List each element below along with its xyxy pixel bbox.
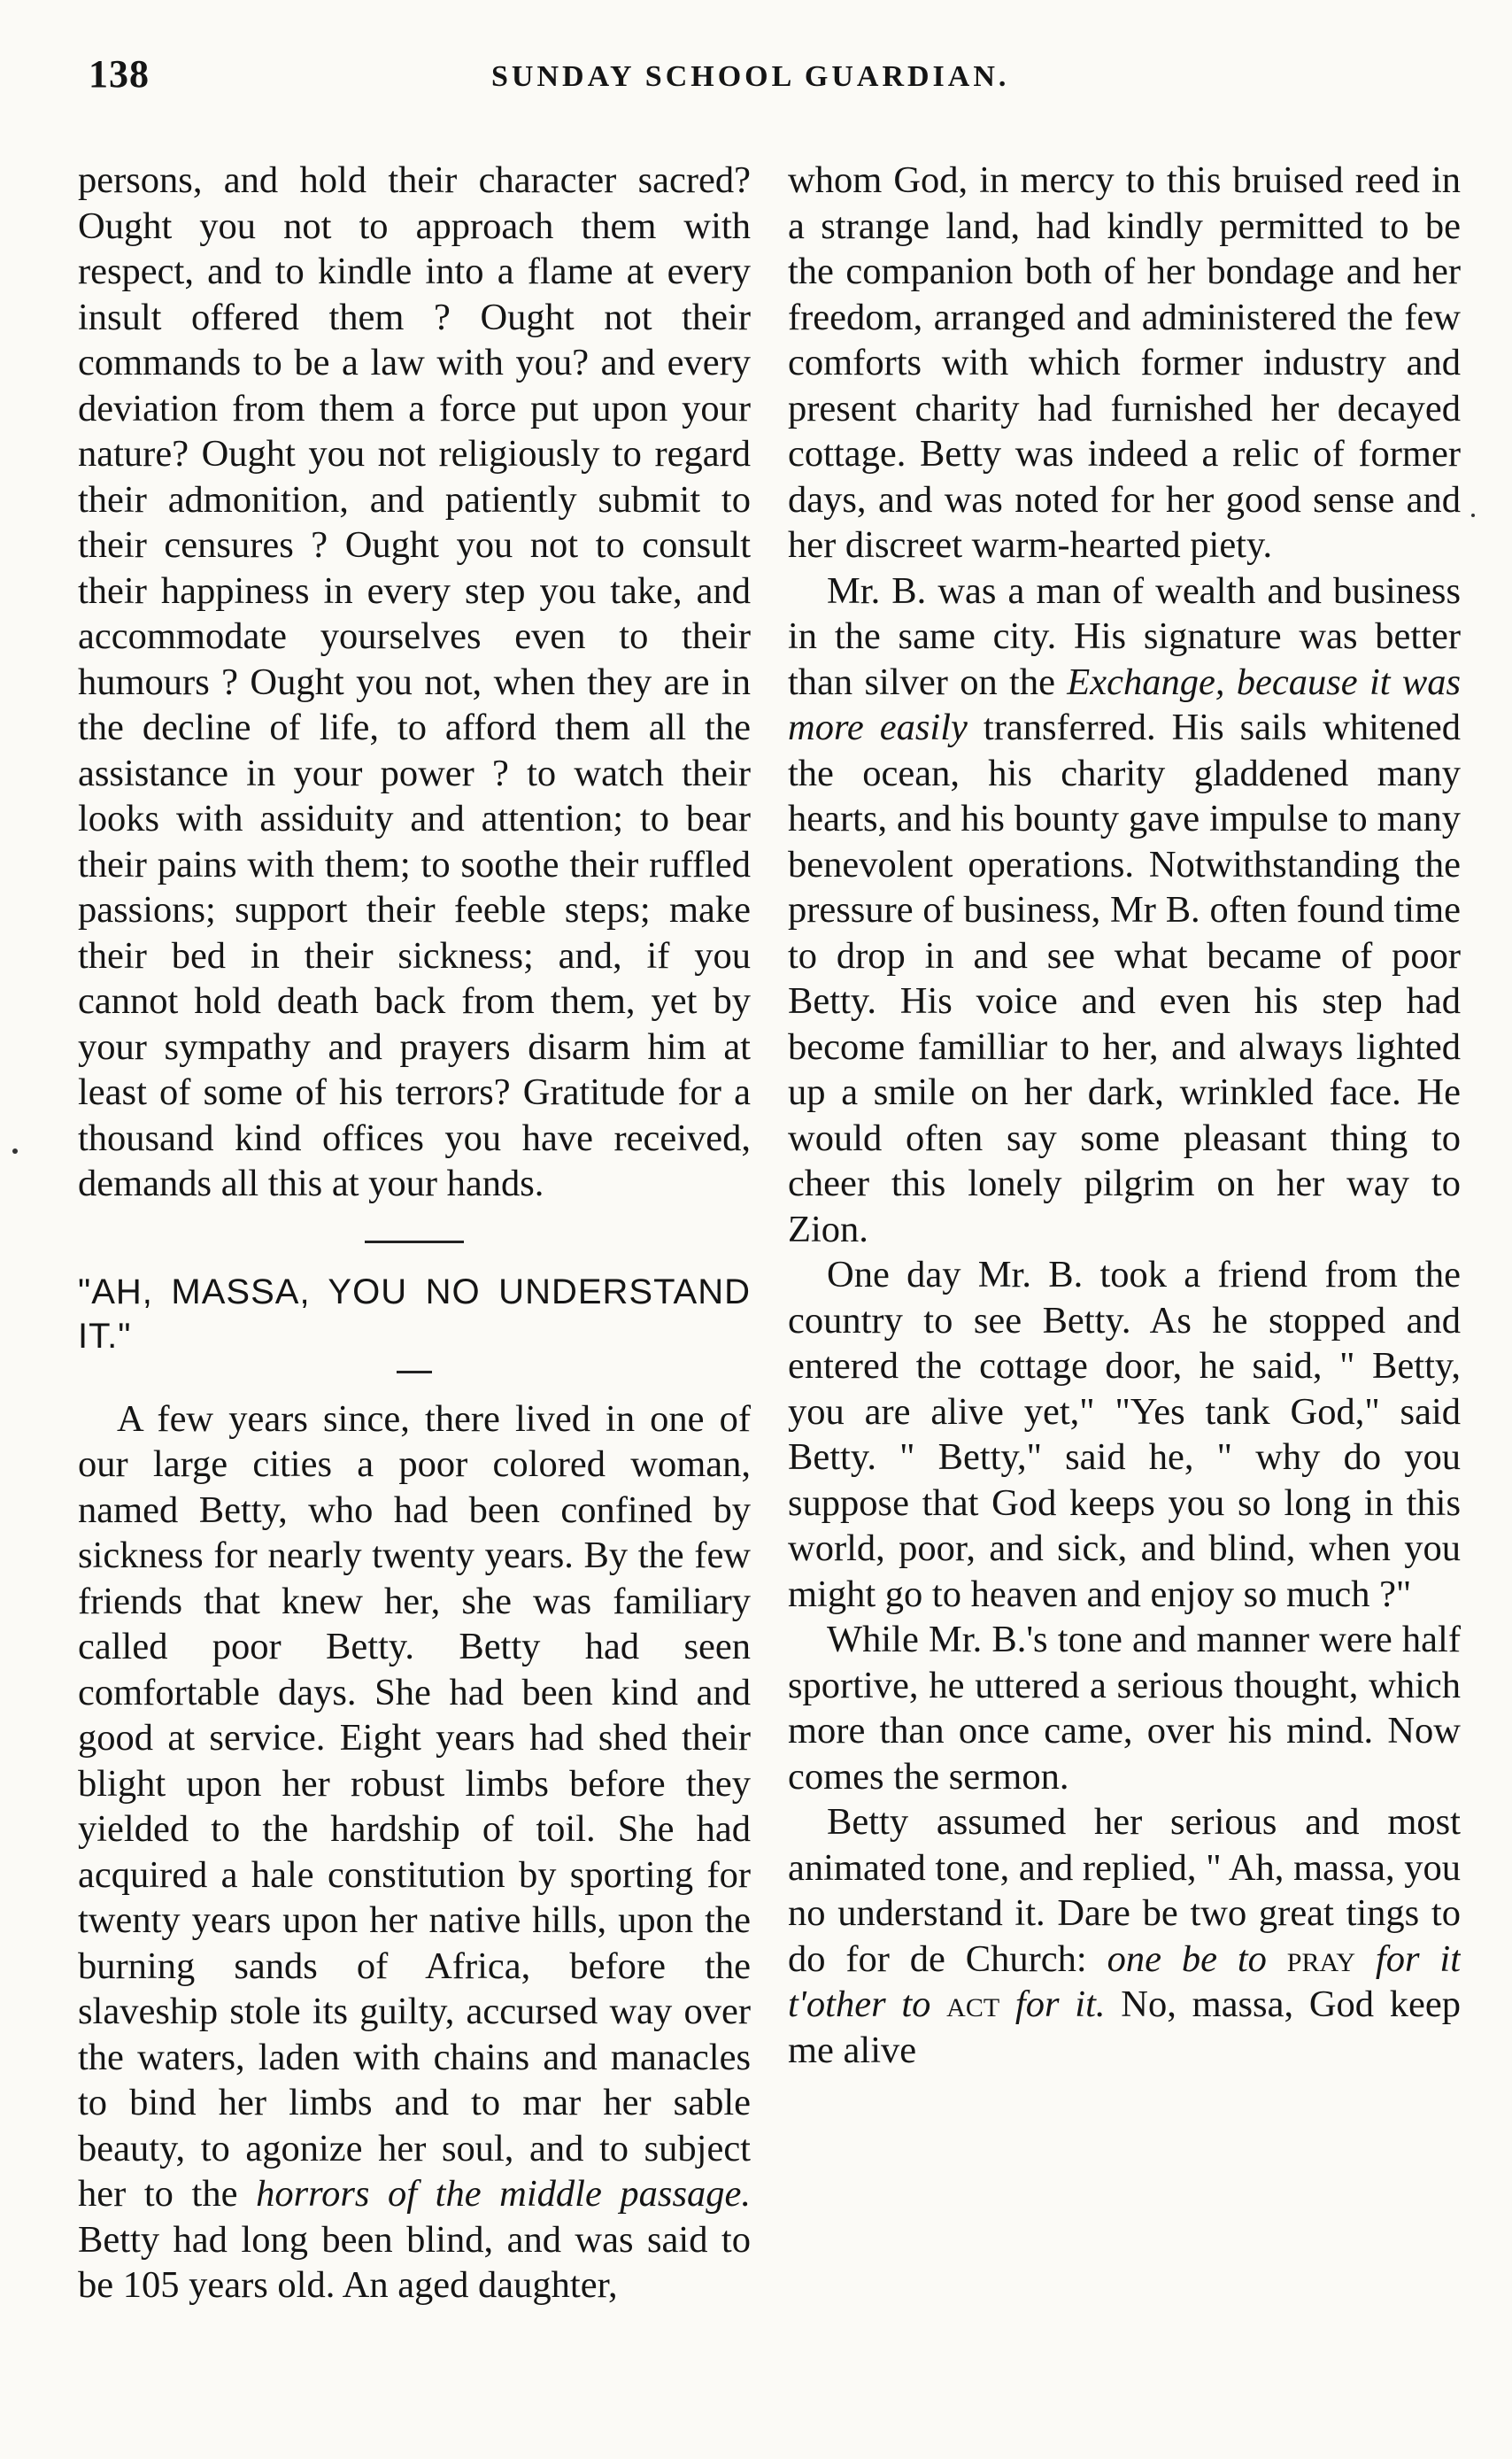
text-span: Betty had long been blind, and was said to be 105 years old. An aged daughter, bbox=[78, 2218, 751, 2306]
italic-text: for it. bbox=[1014, 1983, 1106, 2025]
paragraph-sermon: While Mr. B.'s tone and manner were half sportive, he uttered a serious thought, which more than once came, over his mind. Now comes the sermon. bbox=[788, 1619, 1461, 1798]
text-span: No, massa, God keep me alive bbox=[788, 1983, 1461, 2071]
text-span: transferred. His sails whitened the ocean, his charity gladdened many hearts, and his bounty gave impulse to many benevolent operations. Notwithstanding the pressure of business, Mr B. often found time to drop in and see what became of poor Betty. His voice and even his step had become familliar to her, and always lighted up a smile on her dark, wrinkled face. He would often say some pleasant thing to cheer this lonely pilgrim on her way to Zion. bbox=[788, 707, 1461, 1250]
text-span: Mr. B. was a man of wealth and business in the same city. His signature was better than silver on the bbox=[788, 569, 1461, 703]
italic-text: one be to bbox=[1107, 1937, 1267, 1980]
continued-paragraph-right: whom God, in mercy to this bruised reed in a strange land, had kindly permitted to be the companion both of her bondage and her freedom, arranged and administered the few comforts with which former industry and present charity had furnished her decayed cottage. Betty was indeed a relic of former days, and was noted for her good sense and her discreet warm-hearted piety. bbox=[788, 159, 1461, 566]
running-title: SUNDAY SCHOOL GUARDIAN. bbox=[491, 60, 1010, 93]
italic-text: horrors of the middle passage. bbox=[256, 2173, 751, 2215]
italic-text: Exchange, because it was more easily bbox=[788, 661, 1461, 748]
right-column bbox=[788, 158, 1461, 2424]
text-span: Betty assumed her serious and most animated tone, and replied, " Ah, massa, you no understand it. Dare be two great tings to do for de Church: bbox=[788, 1801, 1461, 1980]
paragraph-mr-b bbox=[788, 568, 1461, 1253]
title-divider bbox=[397, 1371, 432, 1373]
small-caps-text: pray bbox=[1286, 1937, 1356, 1980]
article-title: "AH, MASSA, YOU NO UNDERSTAND IT." bbox=[78, 1272, 751, 1356]
page-header bbox=[0, 51, 1512, 113]
paragraph-visit: One day Mr. B. took a friend from the country to see Betty. As he stopped and entered the cottage door, he said, " Betty, you are alive yet," "Yes tank God," said Betty. " Betty," said he, " why do you suppose that God keeps you so long in this world, poor, and sick, and blind, when you might go to heaven and enjoy so much ?" bbox=[788, 1254, 1461, 1615]
section-divider bbox=[365, 1241, 464, 1243]
page-number: 138 bbox=[89, 52, 150, 96]
left-column bbox=[78, 158, 751, 2424]
article-paragraph-1 bbox=[78, 1396, 751, 2308]
text-span: A few years since, there lived in one of our large cities a poor colored woman, named Betty, who had been confined by sickness for nearly twenty years. By the few friends that knew her, she was familiary called poor Betty. Betty had seen comfortable days. She had been kind and good at service. Eight years had shed their blight upon her robust limbs before they yielded to the hardship of toil. She had acquired a hale constitution by sporting for twenty years upon her native hills, upon the burning sands of Africa, before the slaveship stole its guilty, accursed way over the waters, laden with chains and manacles to bind her limbs and to mar her sable beauty, to agonize her soul, and to subject her to the bbox=[78, 1397, 751, 2215]
ink-speck bbox=[12, 1148, 18, 1154]
ink-speck bbox=[1471, 514, 1475, 517]
small-caps-text: act bbox=[946, 1983, 1000, 2025]
italic-text: for it t'other to bbox=[788, 1937, 1461, 2025]
paragraph-betty-reply bbox=[788, 1799, 1461, 2073]
continued-paragraph: persons, and hold their character sacred? Ought you not to approach them with respect, and to kindle into a flame at every insult offered them ? Ought not their commands to be a law with you? and every deviation from them a force put upon your nature? Ought you not religiously to regard their admonition, and patiently submit to their censures ? Ought you not to consult their happiness in every step you take, and accommodate yourselves even to their humours ? Ought you not, when they are in the decline of life, to afford them all the assistance in your power ? to watch their looks with assiduity and attention; to bear their pains with them; to soothe their ruffled passions; support their feeble steps; make their bed in their sickness; and, if you cannot hold death back from them, yet by your sympathy and prayers disarm him at least of some of his terrors? Gratitude for a thousand kind offices you have received, demands all this at your hands. bbox=[78, 159, 751, 1204]
